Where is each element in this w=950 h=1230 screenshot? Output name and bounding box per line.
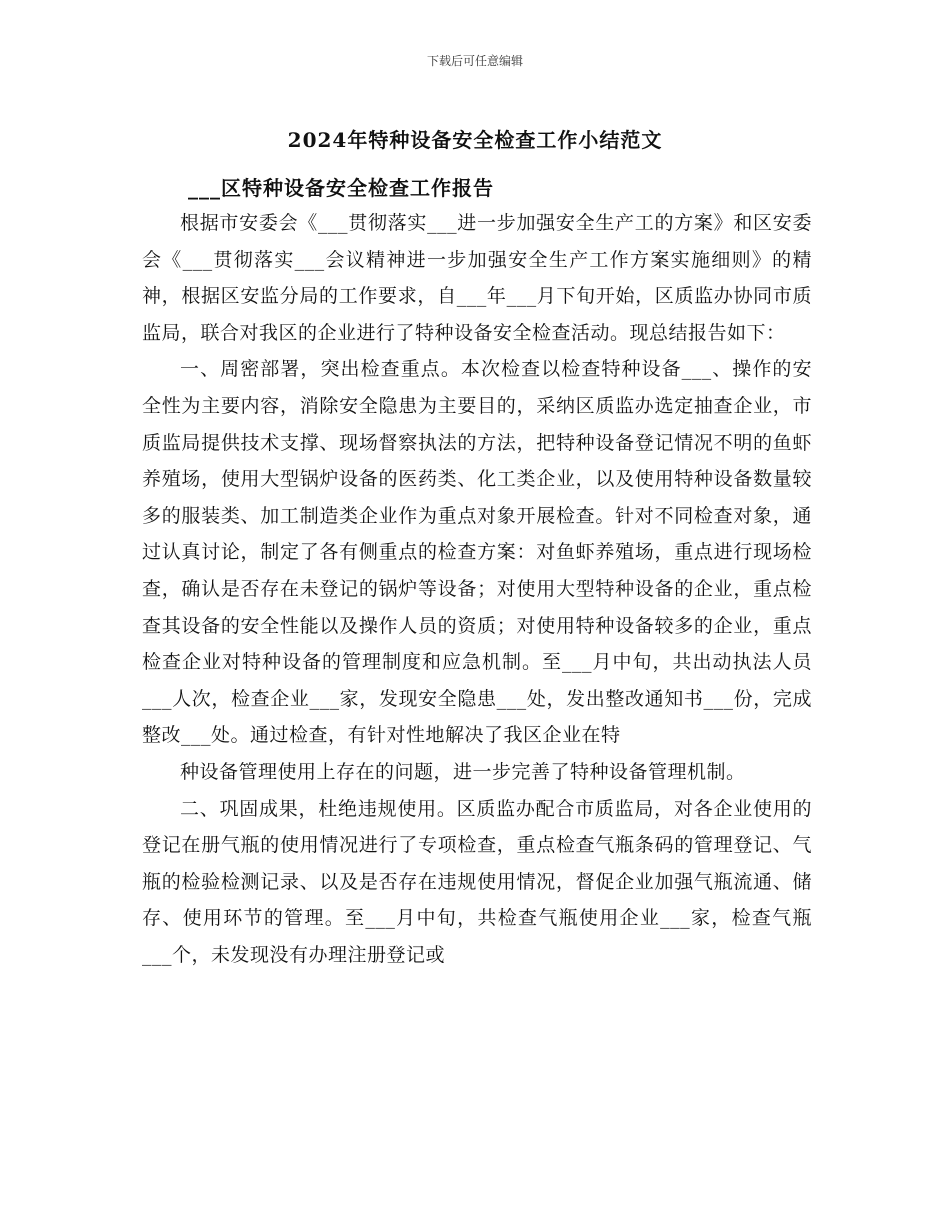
- paragraph-section-one: 一、周密部署，突出检查重点。本次检查以检查特种设备___、操作的安全性为主要内容，消除安全隐患为主要目的，采纳区质监办选定抽查企业，市质监局提供技术支撑、现场督察执法的方法，把特种设备登记情况不明的鱼虾养殖场，使用大型锅炉设备的医药类、化工类企业，以及使用特种设备数量较多的服装类、加工制造类企业作为重点对象开展检查。针对不同检查对象，通过认真讨论，制定了各有侧重点的检查方案：对鱼虾养殖场，重点进行现场检查，确认是否存在未登记的锅炉等设备；对使用大型特种设备的企业，重点检查其设备的安全性能以及操作人员的资质；对使用特种设备较多的企业，重点检查企业对特种设备的管理制度和应急机制。至___月中旬，共出动执法人员___人次，检查企业___家，发现安全隐患___处，发出整改通知书___份，完成整改___处。通过检查，有针对性地解决了我区企业在特: [142, 358, 812, 747]
- document-title: 2024年特种设备安全检查工作小结范文: [287, 128, 663, 152]
- paragraph-section-one-continued: 种设备管理使用上存在的问题，进一步完善了特种设备管理机制。: [180, 760, 746, 783]
- document-subtitle: ___区特种设备安全检查工作报告: [188, 176, 494, 200]
- header-note: 下载后可任意编辑: [426, 54, 523, 68]
- document-body: [142, 205, 812, 973]
- paragraph-intro: 根据市安委会《___贯彻落实___进一步加强安全生产工的方案》和区安委会《___贯彻落实___会议精神进一步加强安全生产工作方案实施细则》的精神，根据区安监分局的工作要求，自___年___月下旬开始，区质监办协同市质监局，联合对我区的企业进行了特种设备安全检查活动。现总结报告如下：: [142, 212, 812, 344]
- paragraph-section-two: 二、巩固成果，杜绝违规使用。区质监办配合市质监局，对各企业使用的登记在册气瓶的使用情况进行了专项检查，重点检查气瓶条码的管理登记、气瓶的检验检测记录、以及是否存在违规使用情况，督促企业加强气瓶流通、储存、使用环节的管理。至___月中旬，共检查气瓶使用企业___家，检查气瓶___个，未发现没有办理注册登记或: [142, 797, 812, 966]
